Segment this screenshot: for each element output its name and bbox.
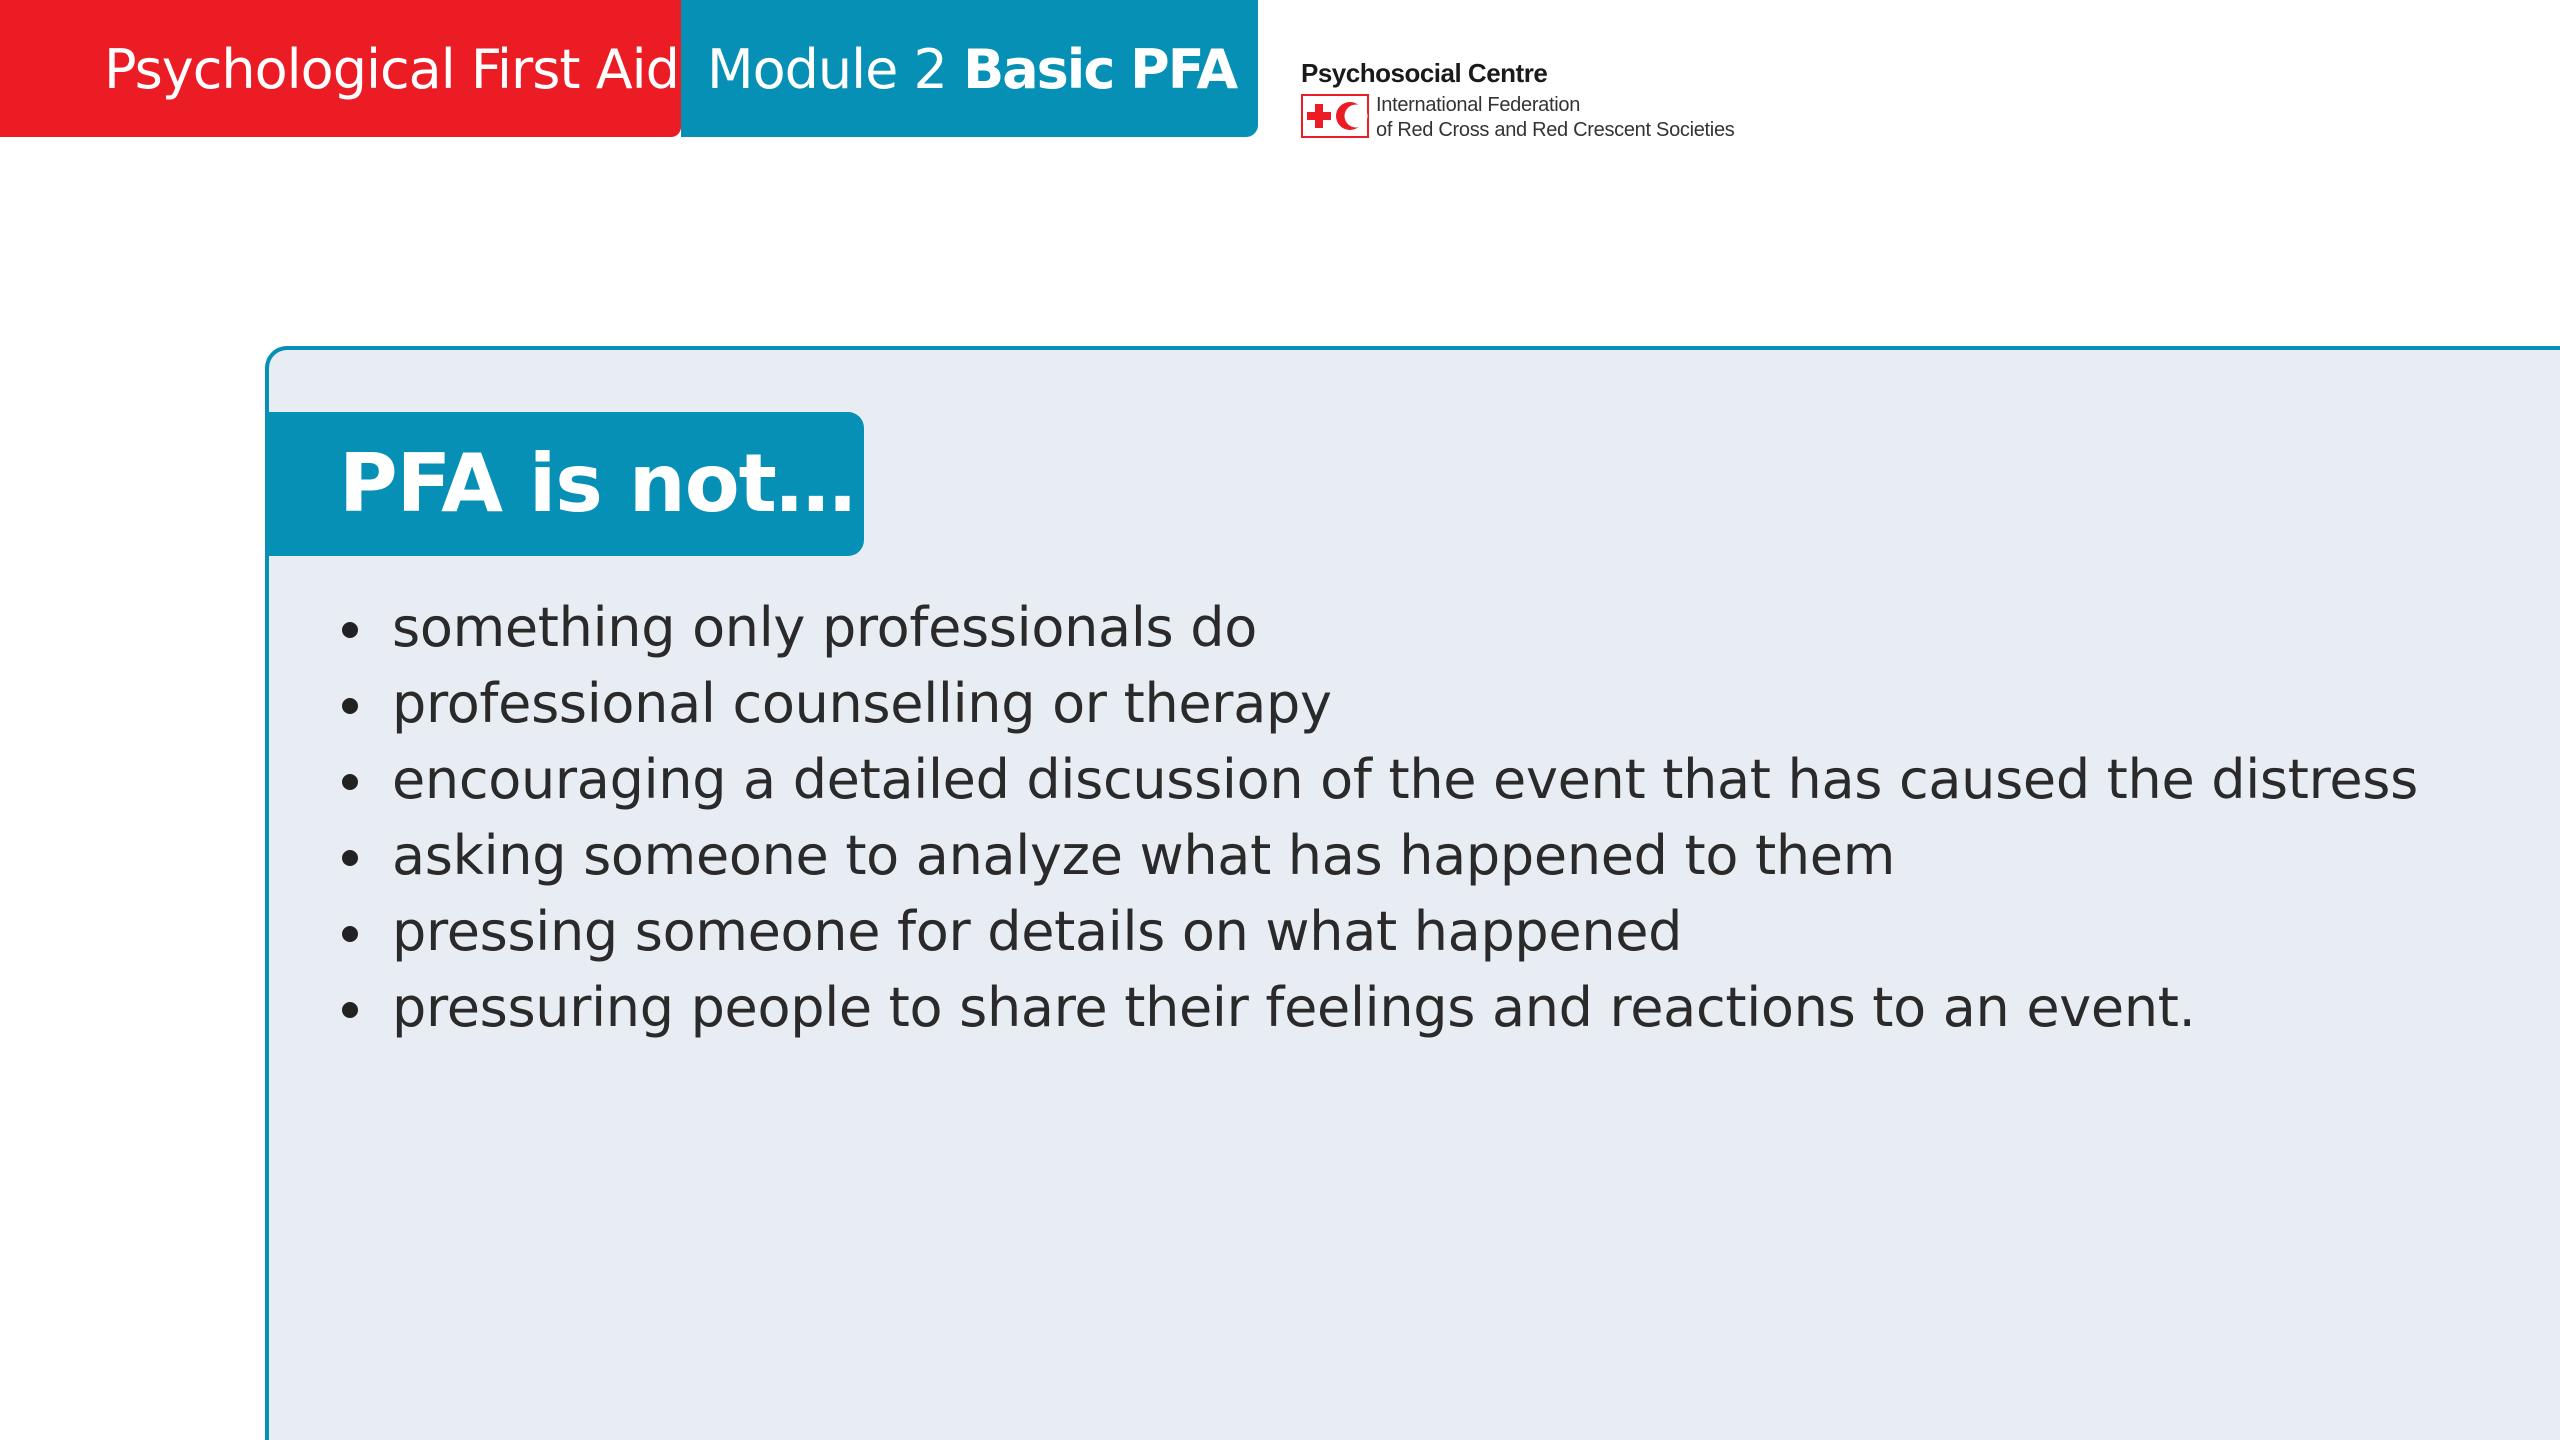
bullet-item (338, 818, 2418, 894)
bullet-dot-icon (342, 850, 358, 866)
bullet-item (338, 970, 2418, 1046)
module-tab (681, 0, 1258, 137)
bullet-dot-icon (342, 698, 358, 714)
bullet-dot-icon (342, 926, 358, 942)
slide-heading: PFA is not… (339, 437, 855, 530)
bullet-item (338, 742, 2418, 818)
bullet-text: something only professionals do (392, 596, 1257, 659)
heading-box (266, 412, 864, 556)
bullet-dot-icon (342, 774, 358, 790)
logo-line-2: of Red Cross and Red Crescent Societies (1376, 119, 1735, 141)
bullet-text: asking someone to analyze what has happened to them (392, 824, 1896, 887)
bullet-text: professional counselling or therapy (392, 672, 1332, 735)
bullet-item (338, 894, 2418, 970)
logo-line-1: International Federation (1376, 94, 1581, 116)
module-prefix: Module 2 (707, 38, 947, 101)
bullet-text: pressuring people to share their feelings and reactions to an event. (392, 976, 2196, 1039)
module-name: Basic PFA (963, 38, 1237, 101)
ifrc-psychosocial-centre-logo (1301, 58, 1761, 148)
logo-title: Psychosocial Centre (1301, 58, 1548, 88)
course-title-tab (0, 0, 681, 137)
bullet-text: encouraging a detailed discussion of the event that has caused the distress (392, 748, 2418, 811)
course-title: Psychological First Aid (104, 38, 679, 101)
bullet-dot-icon (342, 1002, 358, 1018)
module-title (707, 40, 1236, 100)
red-cross-red-crescent-icon (1301, 94, 1369, 138)
bullet-list (338, 590, 2418, 1046)
bullet-item (338, 666, 2418, 742)
bullet-item (338, 590, 2418, 666)
bullet-text: pressing someone for details on what happened (392, 900, 1683, 963)
bullet-dot-icon (342, 622, 358, 638)
